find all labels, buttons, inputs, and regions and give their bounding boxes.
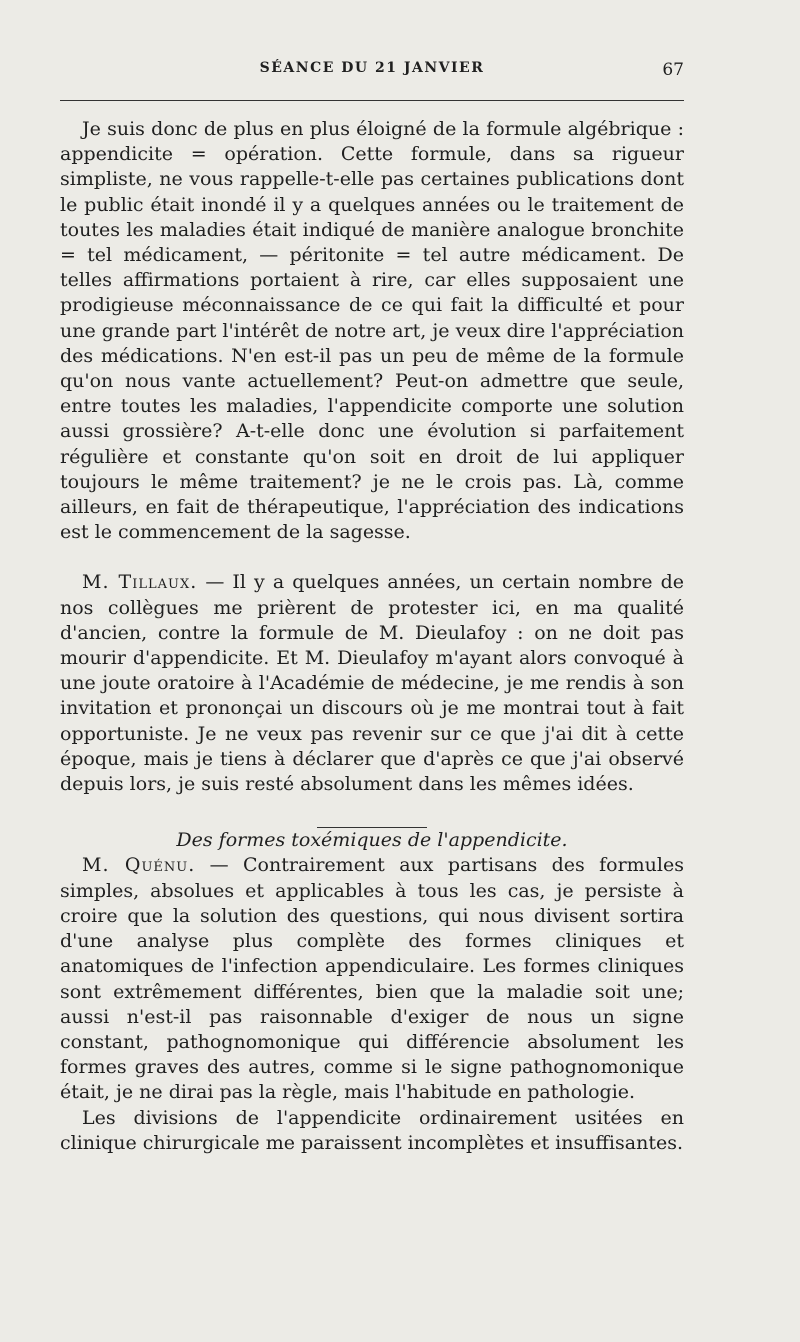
paragraph-algebraic-formula: Je suis donc de plus en plus éloigné de la formule algébrique : appendicite = opération. Cette formule, dans sa rigueur simpliste, ne vous rappelle-t-elle pas certaines publications dont le public était inondé il y a quelques années ou le traitement de toutes les maladies était indiqué de manière analogue bronchite = tel médicament, — péritonite = tel autre médicament. De telles affirmations portaient à rire, car elles supposaient une prodigieuse méconnaissance de ce qui fait la difficulté et pour une grande part l'intérêt de notre art, je veux dire l'appréciation des médications. N'en est-il pas un peu de même de la formule qu'on nous vante actuellement? Peut-on admettre que seule, entre toutes les maladies, l'appendicite comporte une solution aussi grossière? A-t-elle donc une évolution si parfaitement régulière et constante qu'on soit en droit de lui appliquer toujours le même traitement? je ne le crois pas. Là, comme ailleurs, en fait de thérapeutique, l'appréciation des indications est le commencement de la sagesse.	[60, 118, 684, 544]
header-title: SÉANCE DU 21 JANVIER	[259, 60, 485, 76]
speaker-tillaux: M. Tillaux.	[82, 571, 198, 594]
section-heading: Des formes toxémiques de l'appendicite.	[176, 829, 568, 852]
quenu-text: — Contrairement aux partisans des formules simples, absolues et applicables à tous les cas, je persiste à croire que la solution des questions, qui nous divisent sortira d'une analyse plus complète des formes cliniques et anatomiques de l'infection appendiculaire. Les formes cliniques sont extrêmement différentes, bien que la maladie soit une; aussi n'est-il pas raisonnable d'exiger de nous un signe constant, pathognomonique qui différencie absolument les formes graves des autres, comme si le signe pathognomonique était, je ne dirai pas la règle, mais l'habitude en pathologie.	[60, 854, 684, 1104]
paragraph-tillaux	[60, 570, 684, 797]
page-body	[60, 117, 684, 1156]
speaker-quenu: M. Quénu.	[82, 854, 196, 877]
page-number: 67	[662, 60, 684, 80]
paragraph-divisions: Les divisions de l'appendicite ordinairement usitées en clinique chirurgicale me paraissent incomplètes et insuffisantes.	[60, 1106, 684, 1154]
running-header	[60, 60, 684, 86]
paragraph-quenu	[60, 853, 684, 1105]
tillaux-text: — Il y a quelques années, un certain nombre de nos collègues me prièrent de protester ici, en ma qualité d'ancien, contre la formule de M. Dieulafoy : on ne doit pas mourir d'appendicite. Et M. Dieulafoy m'ayant alors convoqué à une joute oratoire à l'Académie de médecine, je me rendis à son invitation et prononçai un discours où je me montrai tout à fait opportuniste. Je ne veux pas revenir sur ce que j'ai dit à cette époque, mais je tiens à déclarer que d'après ce que j'ai observé depuis lors, je suis resté absolument dans les mêmes idées.	[60, 571, 684, 796]
header-rule	[60, 100, 684, 101]
